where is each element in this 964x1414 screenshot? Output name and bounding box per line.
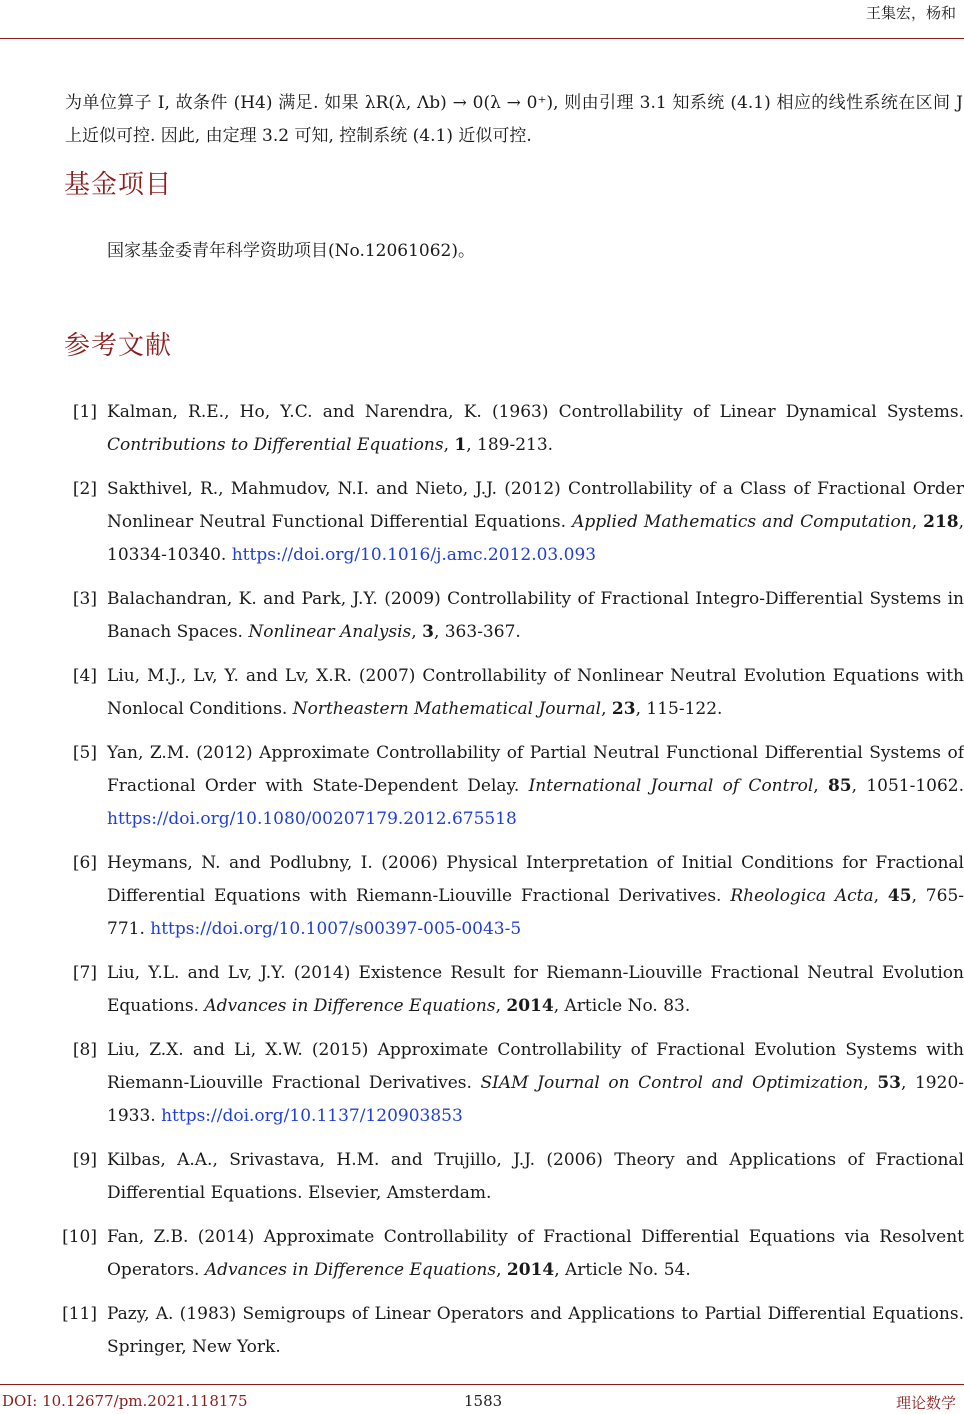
reference-pages: , 363-367.: [433, 622, 521, 642]
reference-doi-link[interactable]: https://doi.org/10.1016/j.amc.2012.03.093: [231, 545, 597, 565]
reference-item: [60, 583, 964, 649]
reference-doi-link[interactable]: https://doi.org/10.1007/s00397-005-0043-5: [150, 919, 522, 939]
reference-separator: ,: [443, 435, 455, 455]
reference-journal: Nonlinear Analysis: [248, 622, 412, 642]
reference-journal: Contributions to Differential Equations: [107, 435, 444, 455]
reference-number: [2]: [72, 479, 97, 499]
funding-heading: 基金项目: [64, 170, 173, 200]
reference-number: [7]: [72, 963, 97, 983]
reference-pages: , 115-122.: [635, 699, 723, 719]
reference-separator: ,: [873, 886, 888, 906]
footer-journal-name: 理论数学: [895, 1394, 956, 1412]
reference-item: [60, 396, 964, 462]
reference-journal: International Journal of Control: [528, 776, 814, 796]
reference-number: [3]: [72, 589, 97, 609]
reference-pages: , 765-771.: [107, 886, 964, 939]
reference-separator: ,: [601, 699, 612, 719]
reference-journal: Northeastern Mathematical Journal: [292, 699, 602, 719]
reference-item: [60, 1221, 964, 1287]
reference-separator: ,: [863, 1073, 878, 1093]
reference-doi-link[interactable]: https://doi.org/10.1080/00207179.2012.675518: [107, 809, 517, 829]
reference-number: [11]: [62, 1304, 97, 1324]
reference-text: Liu, M.J., Lv, Y. and Lv, X.R. (2007) Controllability of Nonlinear Neutral Evolution Equations with Nonlocal Conditions.: [107, 666, 964, 719]
reference-item: [60, 1034, 964, 1133]
reference-volume: 23: [611, 699, 636, 719]
reference-text: Liu, Y.L. and Lv, J.Y. (2014) Existence Result for Riemann-Liouville Fractional Neutral Evolution Equations.: [107, 963, 964, 1016]
reference-text: Sakthivel, R., Mahmudov, N.I. and Nieto, J.J. (2012) Controllability of a Class of Fractional Order Nonlinear Neutral Functional Differential Equations.: [107, 479, 964, 532]
reference-separator: ,: [911, 512, 924, 532]
reference-pages: , 1920-1933.: [107, 1073, 964, 1126]
reference-volume: 2014: [506, 996, 554, 1016]
reference-item: [60, 1144, 964, 1210]
running-header-authors: 王集宏，杨和: [865, 4, 956, 22]
reference-item: [60, 847, 964, 946]
funding-text: 国家基金委青年科学资助项目(No.12061062)。: [107, 241, 476, 261]
reference-volume: 85: [827, 776, 852, 796]
reference-pages: , Article No. 83.: [553, 996, 691, 1016]
reference-separator: ,: [411, 622, 423, 642]
reference-number: [5]: [72, 743, 97, 763]
reference-item: [60, 1298, 964, 1364]
reference-pages: , Article No. 54.: [554, 1260, 691, 1280]
reference-volume: 53: [877, 1073, 901, 1093]
reference-journal: Advances in Difference Equations: [204, 996, 496, 1016]
reference-journal: Advances in Difference Equations: [204, 1260, 497, 1280]
reference-number: [8]: [72, 1040, 97, 1060]
reference-text: Kalman, R.E., Ho, Y.C. and Narendra, K. (1963) Controllability of Linear Dynamical Systems.: [107, 402, 964, 422]
intro-paragraph: 为单位算子 I, 故条件 (H4) 满足. 如果 λR(λ, Λb) → 0(λ → 0⁺), 则由引理 3.1 知系统 (4.1) 相应的线性系统在区间 J 上近似可控. 因此, 由定理 3.2 可知, 控制系统 (4.1) 近似可控.: [65, 93, 963, 146]
reference-journal: Applied Mathematics and Computation: [572, 512, 912, 532]
reference-number: [10]: [62, 1227, 97, 1247]
reference-volume: 3: [422, 622, 434, 642]
reference-text: Heymans, N. and Podlubny, I. (2006) Physical Interpretation of Initial Conditions for Fractional Differential Equations with Riemann-Liouville Fractional Derivatives.: [107, 853, 964, 906]
reference-journal: Rheologica Acta: [730, 886, 874, 906]
reference-item: [60, 737, 964, 836]
header-divider: [0, 38, 964, 39]
footer-doi: DOI: 10.12677/pm.2021.118175: [2, 1392, 248, 1410]
reference-pages: , 10334-10340.: [107, 512, 964, 565]
reference-pages: , 1051-1062.: [851, 776, 964, 796]
reference-number: [1]: [72, 402, 97, 422]
reference-journal: SIAM Journal on Control and Optimization: [480, 1073, 864, 1093]
reference-item: [60, 660, 964, 726]
references-heading: 参考文献: [64, 331, 173, 361]
reference-separator: ,: [495, 996, 507, 1016]
reference-volume: 1: [454, 435, 467, 455]
reference-text: Fan, Z.B. (2014) Approximate Controllability of Fractional Differential Equations via Resolvent Operators.: [107, 1227, 964, 1280]
reference-number: [9]: [72, 1150, 97, 1170]
reference-number: [4]: [72, 666, 97, 686]
footer-divider: [0, 1384, 964, 1385]
reference-volume: 45: [887, 886, 912, 906]
reference-text: Liu, Z.X. and Li, X.W. (2015) Approximate Controllability of Fractional Evolution Systems with Riemann-Liouville Fractional Derivatives.: [107, 1040, 964, 1093]
reference-text: Balachandran, K. and Park, J.Y. (2009) Controllability of Fractional Integro-Differential Systems in Banach Spaces.: [107, 589, 964, 642]
reference-separator: ,: [496, 1260, 507, 1280]
reference-text: Pazy, A. (1983) Semigroups of Linear Operators and Applications to Partial Differential Equations. Springer, New York.: [107, 1304, 964, 1357]
reference-doi-link[interactable]: https://doi.org/10.1137/120903853: [161, 1106, 463, 1126]
reference-volume: 218: [923, 512, 959, 532]
reference-pages: , 189-213.: [466, 435, 554, 455]
reference-text: Kilbas, A.A., Srivastava, H.M. and Trujillo, J.J. (2006) Theory and Applications of Fractional Differential Equations. Elsevier, Amsterdam.: [107, 1150, 964, 1203]
reference-number: [6]: [72, 853, 97, 873]
reference-separator: ,: [813, 776, 828, 796]
page-number: 1583: [464, 1392, 503, 1410]
reference-text: Yan, Z.M. (2012) Approximate Controllability of Partial Neutral Functional Differential Systems of Fractional Order with State-Dependent Delay.: [107, 743, 964, 796]
reference-volume: 2014: [506, 1260, 555, 1280]
reference-item: [60, 957, 964, 1023]
reference-item: [60, 473, 964, 572]
reference-list: [60, 396, 964, 1375]
